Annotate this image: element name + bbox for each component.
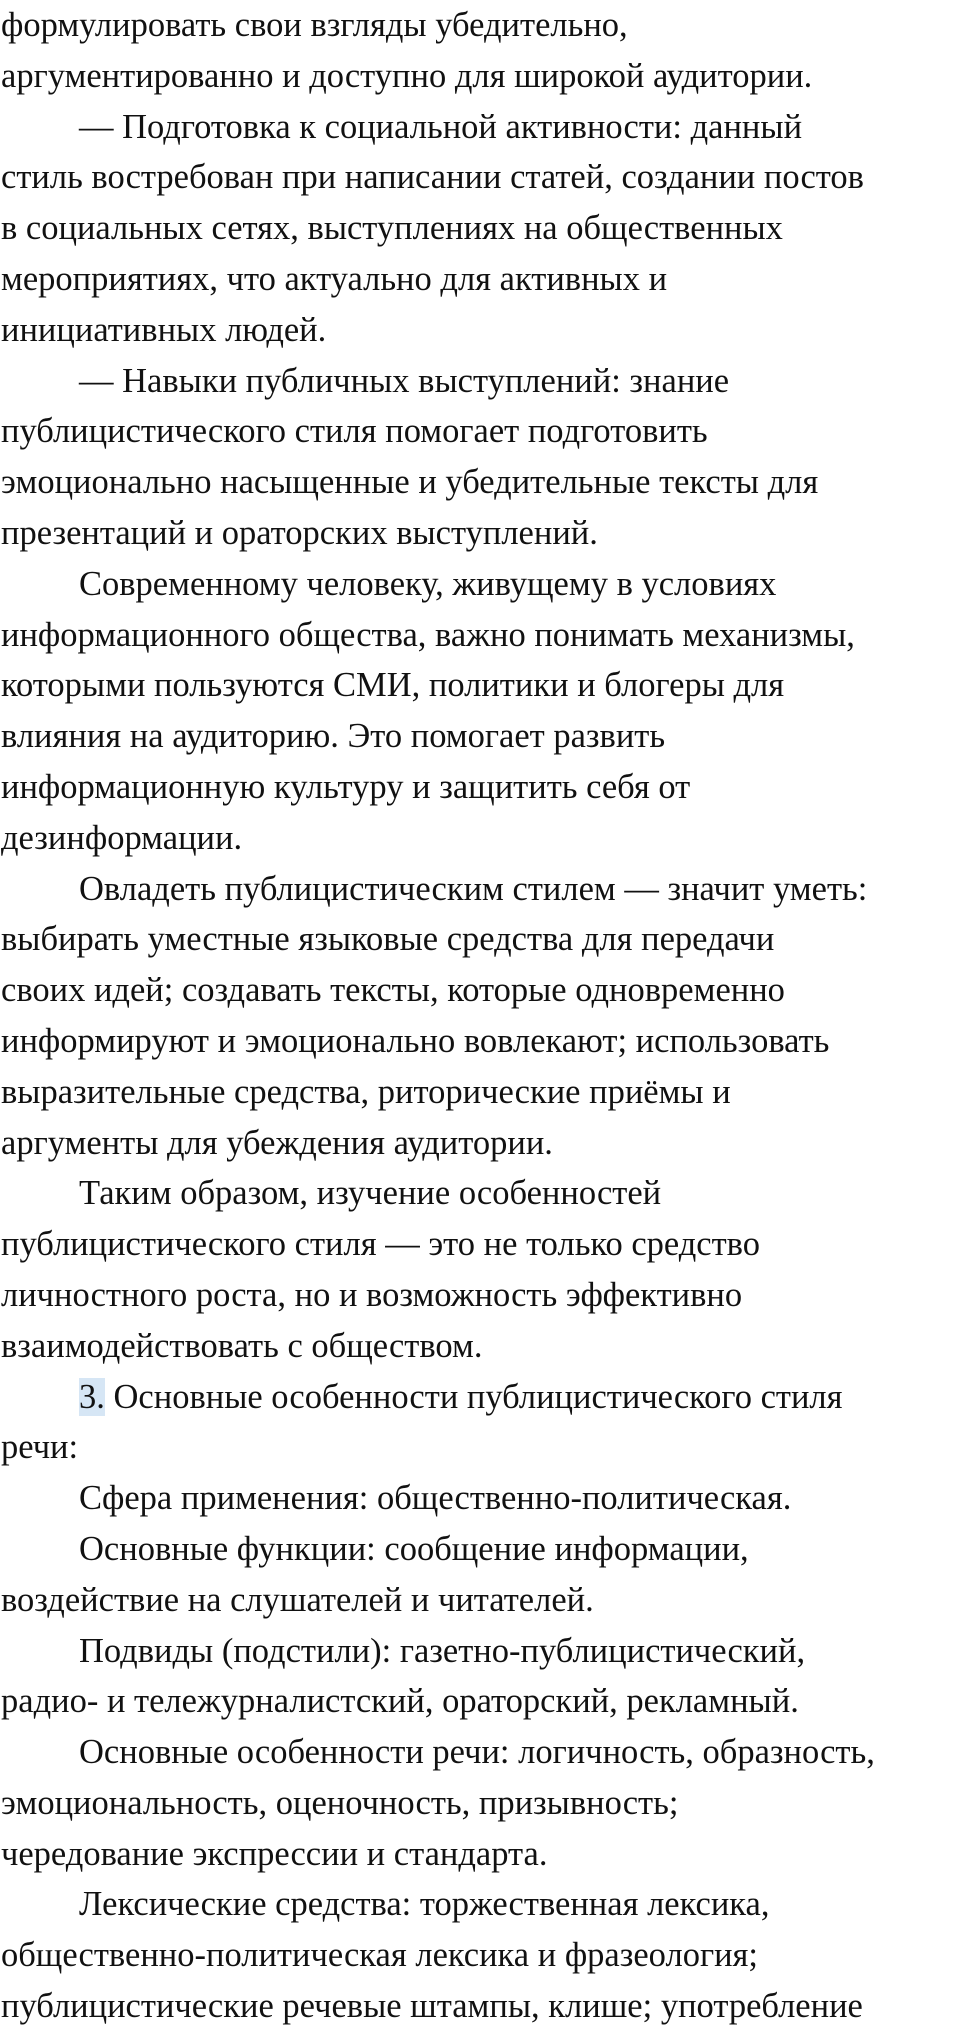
text-line: Таким образом, изучение особенностей (79, 1174, 662, 1213)
text-line: общественно-политическая лексика и фразеология; (1, 1936, 759, 1975)
text-line: которыми пользуются СМИ, политики и блогеры для (1, 666, 785, 705)
text-line: мероприятиях, что актуально для активных и (1, 259, 668, 298)
text-line: информируют и эмоционально вовлекают; использовать (1, 1021, 830, 1060)
text-line: Овладеть публицистическим стилем — значит уметь: (79, 869, 868, 908)
text-line: публицистического стиля — это не только средство (1, 1225, 760, 1264)
text-line: формулировать свои взгляды убедительно, (1, 6, 628, 44)
text-line: эмоционально насыщенные и убедительные тексты для (1, 463, 819, 502)
text-line: информационную культуру и защитить себя от (1, 767, 691, 806)
text-line: эмоциональность, оценочность, призывность; (1, 1783, 679, 1822)
text-block-after-heading (1, 1473, 960, 2032)
text-line: выразительные средства, риторические приёмы и (1, 1072, 731, 1111)
section-heading-continuation: речи: (1, 1428, 79, 1467)
text-line: — Подготовка к социальной активности: данный (79, 107, 803, 146)
text-line: — Навыки публичных выступлений: знание (79, 361, 730, 400)
text-line: чередование экспрессии и стандарта. (1, 1834, 548, 1873)
text-block-before-heading (1, 0, 960, 1372)
text-line: Основные особенности речи: логичность, образность, (79, 1733, 875, 1772)
section-number[interactable]: 3. (79, 1377, 105, 1416)
text-line: Подвиды (подстили): газетно-публицистический, (79, 1631, 806, 1670)
text-line: воздействие на слушателей и читателей. (1, 1580, 594, 1619)
text-line: радио- и тележурналистский, ораторский, рекламный. (1, 1682, 799, 1721)
section-heading-text: Основные особенности публицистического стиля (104, 1377, 843, 1416)
text-line: Лексические средства: торжественная лексика, (79, 1885, 770, 1924)
text-line: в социальных сетях, выступлениях на общественных (1, 209, 783, 248)
text-line: личностного роста, но и возможность эффективно (1, 1275, 743, 1314)
text-line: Сфера применения: общественно-политическая. (79, 1479, 792, 1518)
section-heading (1, 1372, 960, 1423)
text-line: Основные функции: сообщение информации, (79, 1529, 749, 1568)
text-line: стиль востребован при написании статей, создании постов (1, 158, 864, 197)
text-line: выбирать уместные языковые средства для передачи (1, 920, 775, 959)
text-line: своих идей; создавать тексты, которые одновременно (1, 971, 785, 1010)
text-line: влияния на аудиторию. Это помогает развить (1, 717, 666, 756)
text-line: Современному человеку, живущему в условиях (79, 564, 777, 603)
text-line: информационного общества, важно понимать механизмы, (1, 615, 855, 654)
text-line: дезинформации. (1, 818, 243, 857)
text-line: аргументированно и доступно для широкой аудитории. (1, 56, 813, 95)
text-line: взаимодействовать с обществом. (1, 1326, 483, 1365)
text-line: презентаций и ораторских выступлений. (1, 513, 598, 552)
text-line: аргументы для убеждения аудитории. (1, 1123, 553, 1162)
text-line: публицистического стиля помогает подготовить (1, 412, 708, 451)
text-line: инициативных людей. (1, 310, 327, 349)
text-line: публицистические речевые штампы, клише; употребление (1, 1987, 863, 2026)
